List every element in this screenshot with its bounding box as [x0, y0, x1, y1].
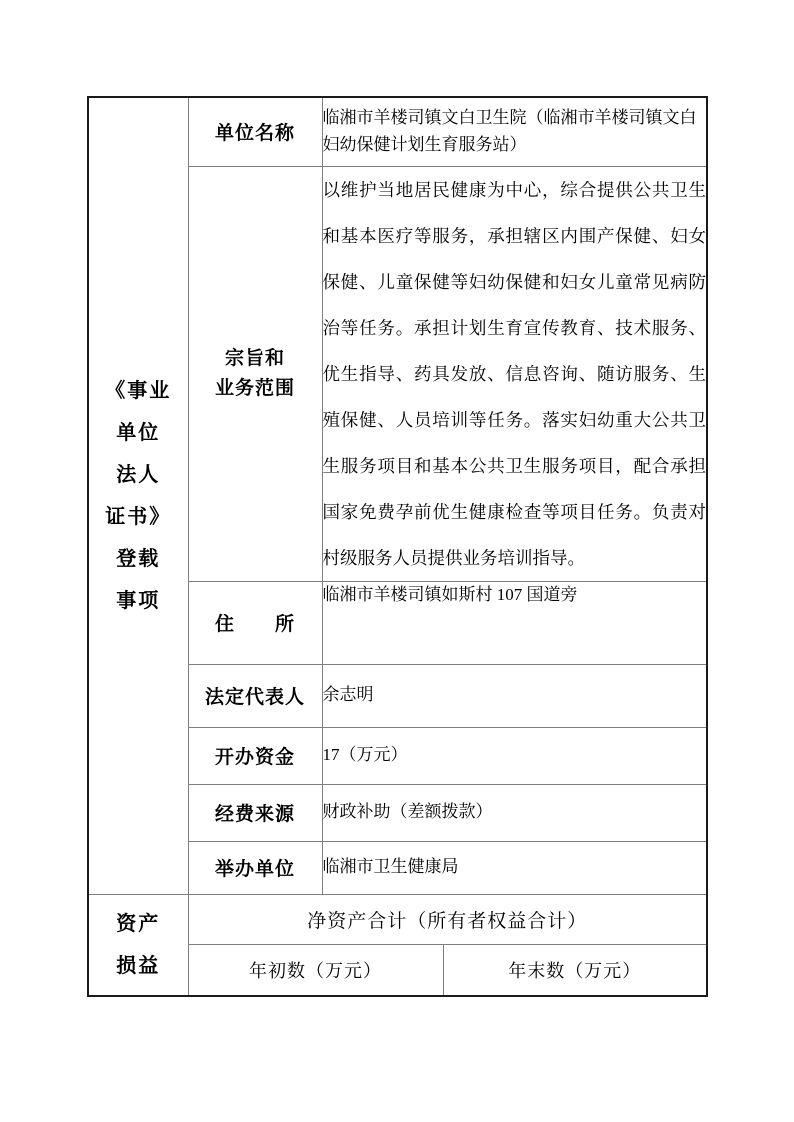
year-start-header: 年初数（万元） [188, 944, 443, 996]
funding-label: 经费来源 [188, 784, 322, 841]
address-label: 住 所 [188, 581, 322, 664]
capital-value: 17（万元） [322, 727, 707, 784]
funding-value: 财政补助（差额拨款） [322, 784, 707, 841]
registration-table [87, 96, 708, 997]
cert-section-side-label [88, 97, 188, 894]
side-label-line: 法人 [116, 463, 161, 486]
side-label-line: 《事业 [105, 379, 172, 402]
unit-name-value: 临湘市羊楼司镇文白卫生院（临湘市羊楼司镇文白妇幼保健计划生育服务站） [322, 97, 707, 166]
address-value: 临湘市羊楼司镇如斯村 107 国道旁 [322, 581, 707, 664]
assets-section-side-label [88, 894, 188, 996]
sponsor-label: 举办单位 [188, 841, 322, 894]
side-label-line: 事项 [116, 589, 161, 612]
table-row [88, 894, 707, 944]
purpose-label-line: 业务范围 [214, 377, 295, 399]
purpose-value: 以维护当地居民健康为中心，综合提供公共卫生和基本医疗等服务，承担辖区内围产保健、妇女保健、儿童保健等妇幼保健和妇女儿童常见病防治等任务。承担计划生育宣传教育、技术服务、优生指导、药具发放、信息咨询、随访服务、生殖保健、人员培训等任务。落实妇幼重大公共卫生服务项目和基本公共卫生服务项目，配合承担国家免费孕前优生健康检查等项目任务。负责对村级服务人员提供业务培训指导。 [322, 166, 707, 581]
table-row [88, 97, 707, 166]
side-label-line: 资产 [116, 912, 161, 935]
side-label-line: 证书》 [105, 505, 172, 528]
side-label-line: 单位 [116, 421, 161, 444]
legal-rep-label: 法定代表人 [188, 664, 322, 727]
purpose-label [188, 166, 322, 581]
side-label-line: 损益 [116, 954, 161, 977]
side-label-line: 登载 [116, 547, 161, 570]
year-end-header: 年末数（万元） [443, 944, 707, 996]
unit-name-label: 单位名称 [188, 97, 322, 166]
capital-label: 开办资金 [188, 727, 322, 784]
sponsor-value: 临湘市卫生健康局 [322, 841, 707, 894]
purpose-label-line: 宗旨和 [224, 347, 285, 369]
net-assets-header: 净资产合计（所有者权益合计） [188, 894, 707, 944]
legal-rep-value: 余志明 [322, 664, 707, 727]
